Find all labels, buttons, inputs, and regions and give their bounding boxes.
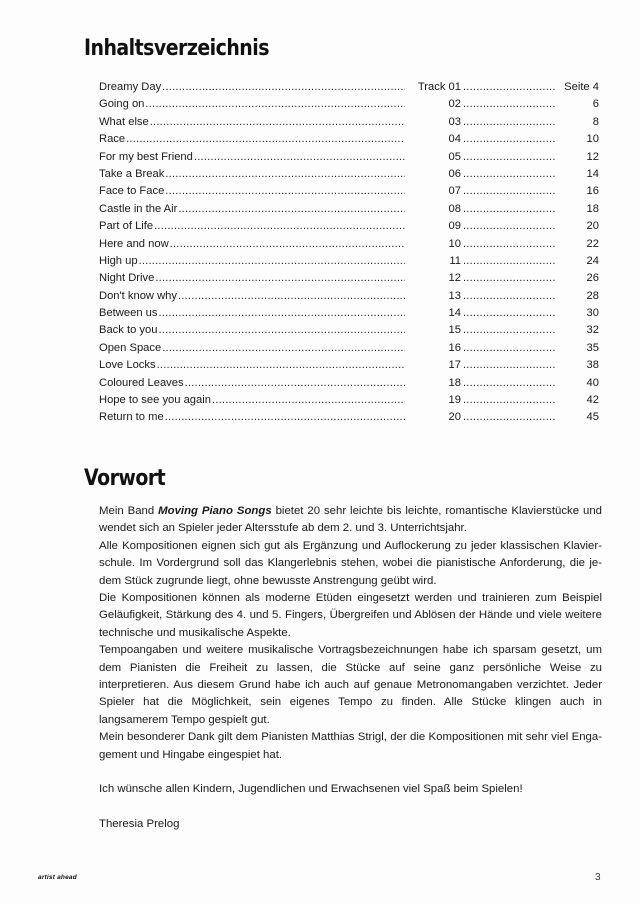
toc-entry [99, 305, 599, 322]
toc-entry-page: 45 [586, 411, 599, 424]
dot-leader [126, 131, 405, 148]
toc-entry [99, 392, 599, 409]
dot-leader [145, 96, 405, 113]
dot-leader [463, 96, 555, 113]
toc-entry [99, 340, 599, 357]
toc-entry-title: Night Drive [99, 272, 155, 285]
dot-leader [463, 288, 555, 305]
foreword-paragraph-compositions: Alle Kompositionen eignen sich gut als Ergänzung und Auflockerung zu jeder klassischen Klavierschule. Im Vordergrund soll das Klangerlebnis stehen, wobei die pianistische Anforderung, die jedem Stück zugrunde liegt, ohne bewusste Anstrengung geübt wird. [99, 539, 602, 587]
dot-leader [463, 114, 555, 131]
toc-entry-track: 05 [448, 150, 461, 163]
dot-leader [463, 409, 555, 426]
dot-leader [463, 253, 555, 270]
spacer [99, 764, 602, 781]
dot-leader [139, 253, 405, 270]
toc-entry-title: Return to me [99, 411, 164, 424]
dot-leader [158, 305, 405, 322]
toc-entry [99, 218, 599, 235]
toc-entry-track: 20 [448, 411, 461, 424]
dot-leader [162, 340, 405, 357]
toc-entry-track: 15 [448, 324, 461, 337]
toc-entry-title: Race [99, 133, 126, 146]
foreword-paragraph-intro [99, 503, 602, 538]
toc-entry-page: 12 [586, 150, 599, 163]
toc-entry [99, 253, 599, 270]
toc-entry-title: Open Space [99, 341, 162, 354]
dot-leader [463, 131, 555, 148]
toc-entry-title: Back to you [99, 324, 158, 337]
dot-leader [463, 166, 555, 183]
publisher-logo: artist ahead [38, 874, 77, 881]
toc-entry-page: 26 [586, 272, 599, 285]
toc-entry-track: 12 [448, 272, 461, 285]
author-signature: Theresia Prelog [99, 818, 180, 831]
toc-entry-page: 32 [586, 324, 599, 337]
dot-leader [463, 375, 555, 392]
toc-entry-title: High up [99, 254, 138, 267]
toc-entry-title: Don't know why [99, 289, 177, 302]
toc-entry-page: 28 [586, 289, 599, 302]
toc-entry-title: Hope to see you again [99, 394, 211, 407]
toc-entry-track: 08 [448, 202, 461, 215]
toc-entry-track: 16 [448, 341, 461, 354]
page-number: 3 [595, 872, 601, 883]
dot-leader [463, 149, 555, 166]
toc-entry-page: 16 [586, 185, 599, 198]
toc-entry [99, 357, 599, 374]
dot-leader [165, 409, 405, 426]
dot-leader [165, 183, 405, 200]
foreword-text: Mein Band [99, 505, 159, 517]
toc-entry-page: 40 [586, 376, 599, 389]
toc-entry-track: 03 [448, 115, 461, 128]
toc-entry-title: What else [99, 115, 149, 128]
toc-entry-track: 11 [449, 254, 461, 267]
toc-entry-page: 38 [586, 359, 599, 372]
toc-entry [99, 322, 599, 339]
toc-entry-title: For my best Friend [99, 150, 193, 163]
toc-entry-track: 14 [448, 307, 461, 320]
toc-entry-title: Dreamy Day [99, 81, 162, 93]
dot-leader [463, 322, 555, 339]
foreword-heading: Vorwort [84, 466, 166, 491]
spacer [99, 799, 602, 816]
toc-entry [99, 201, 599, 218]
foreword-paragraph-etudes: Die Kompositionen können als moderne Etüden eingesetzt werden und trainieren zum Beispiel Geläufigkeit, Stärkung des 4. und 5. Fingers, Übergreifen und Ablösen der Hände und viele weitere technische und musikalische Aspekte. [99, 592, 602, 639]
foreword-paragraph-thanks: Mein besonderer Dank gilt dem Pianisten Matthias Strigl, der die Kompositionen mit sehr viel Engagement und Hingabe eingespiet hat. [99, 731, 602, 761]
toc-entry [99, 409, 599, 426]
toc-entry-page: 14 [586, 167, 599, 180]
dot-leader [463, 201, 555, 218]
toc-entry [99, 236, 599, 253]
toc-entry [99, 131, 599, 148]
toc-entry-page: 22 [586, 237, 599, 250]
toc-entry-track: 19 [448, 394, 461, 407]
toc-entry-title: Between us [99, 307, 158, 320]
toc-entry-track: 07 [448, 185, 461, 198]
toc-entry-track: 06 [448, 167, 461, 180]
dot-leader [178, 288, 405, 305]
dot-leader [165, 166, 405, 183]
dot-leader [154, 218, 405, 235]
toc-entry-page: 10 [586, 133, 599, 146]
toc-entry-track: 09 [448, 220, 461, 233]
dot-leader [463, 270, 555, 287]
dot-leader [150, 114, 405, 131]
toc-entry [99, 183, 599, 200]
dot-leader [170, 236, 405, 253]
toc-entry [99, 375, 599, 392]
dot-leader [157, 357, 405, 374]
foreword-text: bietet 20 sehr leichte bis leichte, romantische Klavierstücke und wendet sich an Spieler jeder Altersstufe ab dem 2. und 3. Unterrichtsjahr. [99, 505, 603, 535]
toc-entry-title: Coloured Leaves [99, 376, 184, 389]
toc-entry-track: 04 [448, 133, 461, 146]
toc-entry-title: Love Locks [99, 359, 156, 372]
toc-entry [99, 149, 599, 166]
toc-entry-page: 35 [586, 341, 599, 354]
toc-entry-title: Castle in the Air [99, 202, 178, 215]
dot-leader [212, 392, 405, 409]
toc-entry-page: Seite 4 [564, 81, 599, 93]
dot-leader [463, 305, 555, 322]
dot-leader [158, 322, 405, 339]
dot-leader [463, 236, 555, 253]
toc-entry-track: 17 [448, 359, 461, 372]
dot-leader [463, 357, 555, 374]
toc-entry-page: 20 [586, 220, 599, 233]
toc-entry-title: Part of Life [99, 220, 154, 233]
dot-leader [463, 183, 555, 200]
toc-entry [99, 96, 599, 113]
toc-entry-title: Here and now [99, 237, 169, 250]
foreword-body [99, 503, 602, 834]
toc-entry-track: 10 [448, 237, 461, 250]
toc-entry [99, 79, 599, 96]
dot-leader [463, 79, 555, 96]
dot-leader [155, 270, 405, 287]
toc-entry-track: 02 [448, 98, 461, 111]
toc-entry-track: 13 [448, 289, 461, 302]
toc-entry-page: 6 [592, 98, 599, 111]
toc-entry-page: 24 [586, 254, 599, 267]
toc-entry-page: 42 [586, 394, 599, 407]
dot-leader [162, 79, 405, 96]
dot-leader [463, 340, 555, 357]
toc-entry-track: 18 [448, 376, 461, 389]
book-title-emphasis: Moving Piano Songs [158, 505, 272, 517]
toc-entry-page: 18 [586, 202, 599, 215]
toc-entry [99, 166, 599, 183]
foreword-wish: Ich wünsche allen Kindern, Jugendlichen und Erwachsenen viel Spaß beim Spielen! [99, 783, 523, 796]
toc-heading: Inhaltsverzeichnis [84, 36, 269, 61]
toc-entry [99, 288, 599, 305]
dot-leader [463, 218, 555, 235]
toc-entry-page: 8 [592, 115, 599, 128]
toc-entry [99, 270, 599, 287]
dot-leader [185, 375, 405, 392]
dot-leader [178, 201, 405, 218]
toc-entry-title: Going on [99, 98, 145, 111]
toc-entry [99, 114, 599, 131]
toc-entry-page: 30 [586, 307, 599, 320]
dot-leader [463, 392, 555, 409]
toc-entry-title: Take a Break [99, 167, 165, 180]
foreword-paragraph-tempo: Tempoangaben und weitere musikalische Vortragsbezeichnungen habe ich sparsam gesetzt, um dem Pianisten die Freiheit zu lassen, die Stücke auf seine ganz persönliche Weise zu interpretieren. Aus diesem Grund habe ich auch auf genaue Metronomangaben verzichtet. Jeder Spieler hat die Möglichkeit, sein eigenes Tempo zu finden. Alle Stücke klingen auch in langsamerem Tempo gespielt gut. [99, 644, 602, 726]
toc-entry-title: Face to Face [99, 185, 165, 198]
table-of-contents [99, 79, 599, 427]
toc-entry-track: Track 01 [417, 81, 461, 93]
dot-leader [194, 149, 405, 166]
